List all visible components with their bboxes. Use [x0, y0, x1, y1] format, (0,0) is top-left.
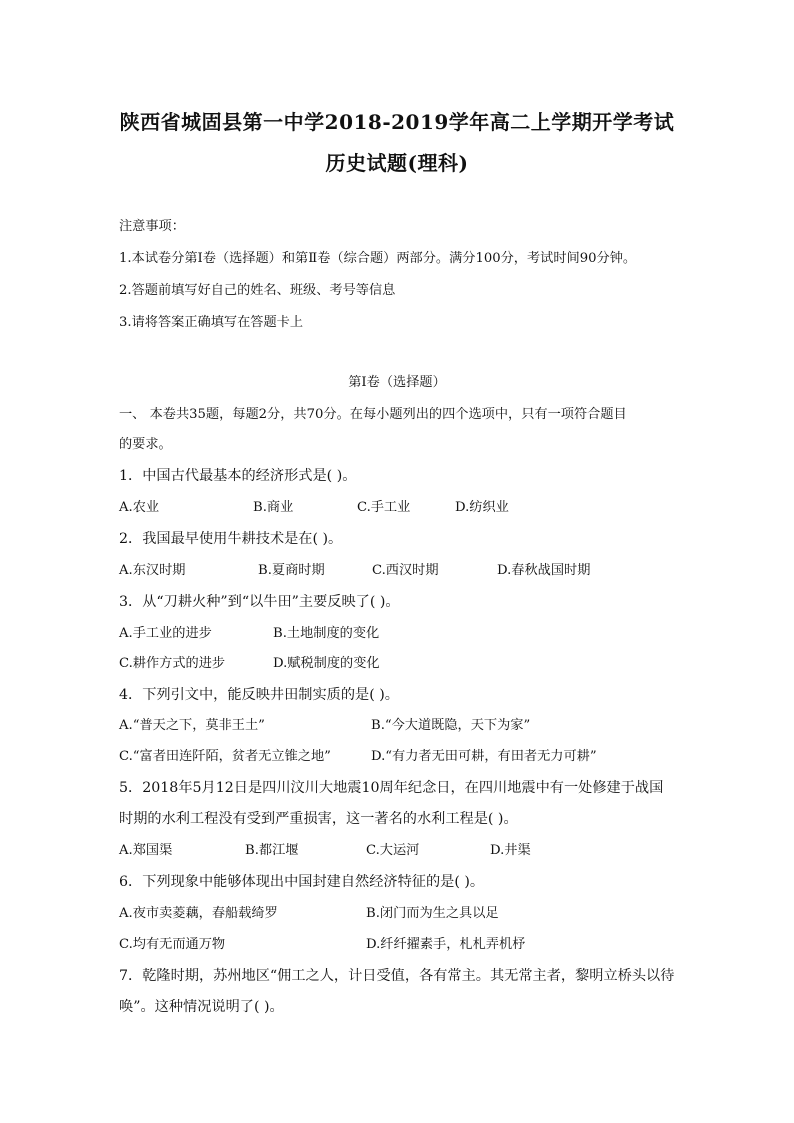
question-3-option-b: B.土地制度的变化 — [273, 626, 380, 641]
question-6-option-a: A.夜市卖菱藕，春船载绮罗 — [119, 906, 278, 921]
question-1-option-d: D.纺织业 — [455, 500, 509, 515]
question-2-stem: 2．我国最早使用牛耕技术是在( )。 — [119, 531, 343, 547]
notice-item-1: 1.本试卷分第Ⅰ卷（选择题）和第Ⅱ卷（综合题）两部分。满分100分，考试时间90分钟。 — [119, 251, 637, 266]
question-5-option-a: A.郑国渠 — [119, 843, 173, 858]
question-5-option-b: B.都江堰 — [245, 843, 299, 858]
question-2-option-b: B.夏商时期 — [258, 563, 325, 578]
question-6-stem: 6．下列现象中能够体现出中国封建自然经济特征的是( )。 — [119, 874, 485, 890]
question-7-stem-line1: 7．乾隆时期，苏州地区“佣工之人，计日受值，各有常主。其无常主者，黎明立桥头以待 — [119, 968, 675, 984]
question-3-stem: 3．从“刀耕火种”到“以牛田”主要反映了( )。 — [119, 594, 400, 610]
notice-item-2: 2.答题前填写好自己的姓名、班级、考号等信息 — [119, 283, 396, 298]
question-3-option-c: C.耕作方式的进步 — [119, 656, 226, 671]
section-instructions-line2: 的要求。 — [119, 437, 172, 452]
question-6-option-c: C.均有无而通万物 — [119, 937, 226, 952]
exam-title-line2: 历史试题(理科) — [325, 151, 469, 175]
question-6-option-b: B.闭门而为生之具以足 — [366, 906, 499, 921]
question-4-option-d: D.“有力者无田可耕，有田者无力可耕” — [371, 749, 597, 764]
question-1-option-a: A.农业 — [119, 500, 160, 515]
question-4-option-a: A.“普天之下，莫非王土” — [119, 718, 265, 733]
question-5-stem-line1: 5．2018年5月12日是四川汶川大地震10周年纪念日，在四川地震中有一处修建于战国 — [119, 780, 664, 796]
exam-title-line1: 陕西省城固县第一中学2018-2019学年高二上学期开学考试 — [119, 110, 675, 134]
section-instructions-line1: 一、 本卷共35题，每题2分，共70分。在每小题列出的四个选项中，只有一项符合题目 — [119, 407, 627, 422]
question-1-option-c: C.手工业 — [357, 500, 411, 515]
question-5-stem-line2: 时期的水利工程没有受到严重损害，这一著名的水利工程是( )。 — [119, 811, 518, 827]
question-2-option-d: D.春秋战国时期 — [497, 563, 591, 578]
question-3-option-a: A.手工业的进步 — [119, 626, 212, 641]
question-4-option-b: B.“今大道既隐，天下为家” — [371, 718, 531, 733]
question-2-option-a: A.东汉时期 — [119, 563, 186, 578]
question-3-option-d: D.赋税制度的变化 — [273, 656, 380, 671]
notice-heading: 注意事项： — [119, 219, 185, 234]
notice-item-3: 3.请将答案正确填写在答题卡上 — [119, 315, 304, 330]
question-6-option-d: D.纤纤擢素手，札札弄机杼 — [366, 937, 526, 952]
question-4-stem: 4．下列引文中，能反映井田制实质的是( )。 — [119, 687, 399, 703]
question-2-option-c: C.西汉时期 — [372, 563, 439, 578]
question-5-option-d: D.井渠 — [490, 843, 531, 858]
question-4-option-c: C.“富者田连阡陌，贫者无立锥之地” — [119, 749, 331, 764]
section-heading: 第Ⅰ卷（选择题） — [348, 375, 446, 390]
question-7-stem-line2: 唤”。这种情况说明了( )。 — [119, 999, 284, 1015]
question-1-option-b: B.商业 — [253, 500, 294, 515]
question-5-option-c: C.大运河 — [366, 843, 420, 858]
question-1-stem: 1．中国古代最基本的经济形式是( )。 — [119, 468, 357, 484]
